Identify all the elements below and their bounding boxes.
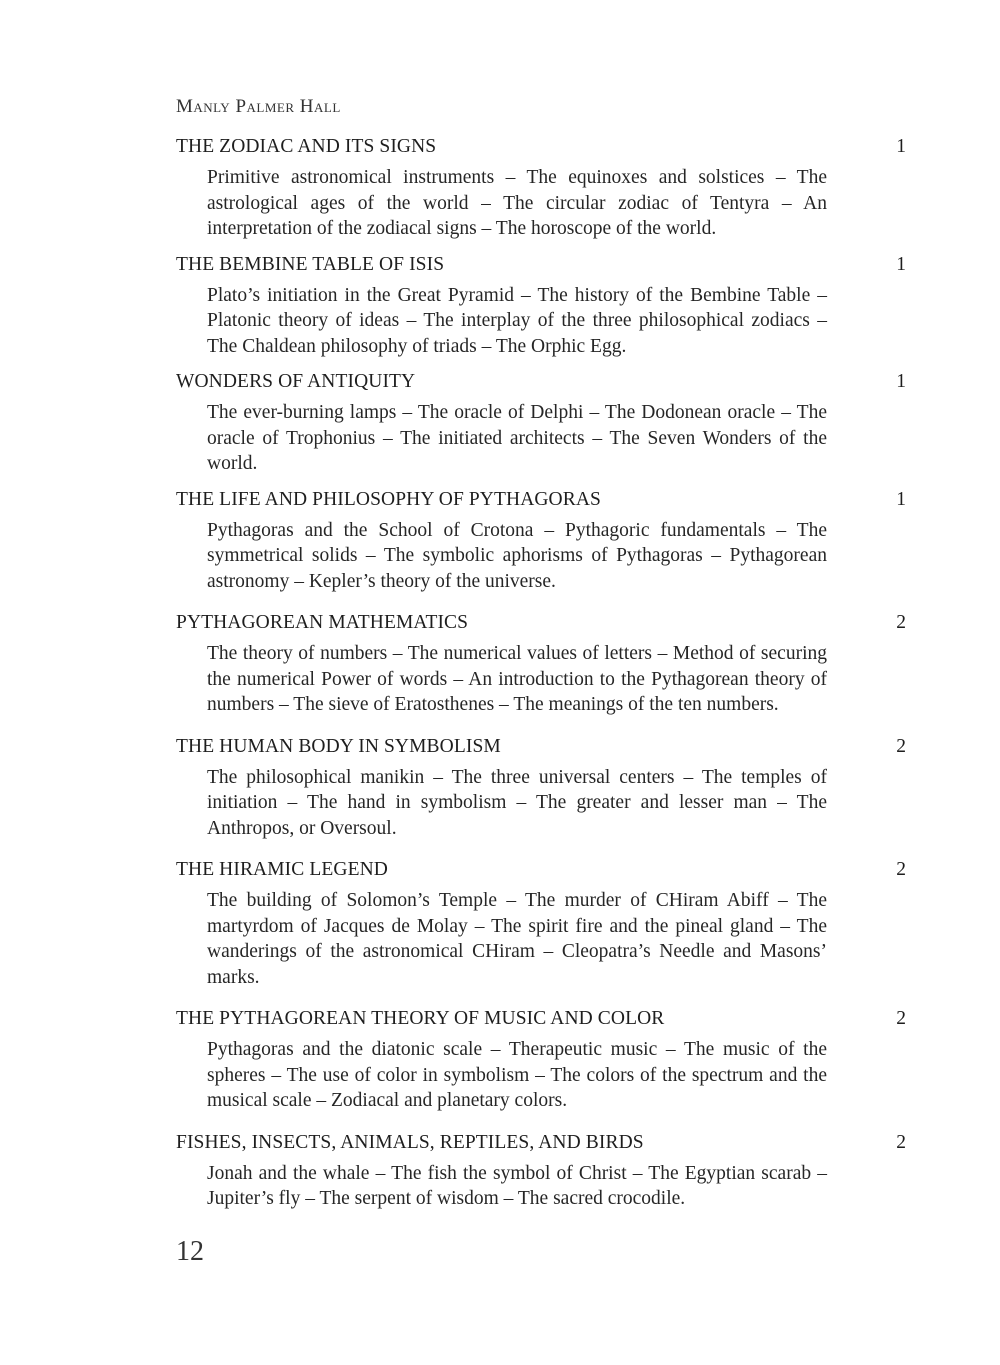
toc-entry-head xyxy=(176,856,906,884)
toc-entry-head xyxy=(176,1005,906,1033)
toc-entry xyxy=(176,251,906,360)
toc-entry-head xyxy=(176,1129,906,1157)
toc-entry-page-number: 1 xyxy=(896,371,906,392)
toc-entry xyxy=(176,368,906,477)
toc-entry xyxy=(176,856,906,990)
toc-entry-page-number: 1 xyxy=(896,136,906,157)
toc-entry-title: THE PYTHAGOREAN THEORY OF MUSIC AND COLOR xyxy=(176,1008,665,1029)
toc-entry-description: The philosophical manikin – The three universal centers – The temples of initiation – The hand in symbolism – The greater and lesser man – The Anthropos, or Oversoul. xyxy=(207,766,827,839)
toc-entry-head xyxy=(176,733,906,761)
toc-entry-page-number: 2 xyxy=(896,612,906,633)
toc-entry-head xyxy=(176,486,906,514)
toc-entry-title: FISHES, INSECTS, ANIMALS, REPTILES, AND BIRDS xyxy=(176,1131,644,1153)
toc-entry-description: Pythagoras and the diatonic scale – Therapeutic music – The music of the spheres – The use of color in symbolism – The colors of the spectrum and the musical scale – Zodiacal and planetary colors. xyxy=(207,1039,827,1111)
toc-entry-page-number: 2 xyxy=(896,735,906,757)
toc-entry-page-number: 1 xyxy=(896,253,906,275)
toc-entry-head xyxy=(176,609,906,637)
toc-entry-head xyxy=(176,251,906,279)
toc-entry-head xyxy=(176,368,906,396)
toc-entry-description: Primitive astronomical instruments – The equinoxes and solstices – The astrological ages of the world – The circular zodiac of Tentyra – An interpretation of the zodiacal signs – The horoscope of the world. xyxy=(207,167,827,239)
toc-entry xyxy=(176,733,906,842)
toc-entry xyxy=(176,1129,906,1212)
toc-entry-page-number: 1 xyxy=(896,488,906,510)
toc-entry-head xyxy=(176,133,906,161)
toc-entry-description: The ever-burning lamps – The oracle of Delphi – The Dodonean oracle – The oracle of Trophonius – The initiated architects – The Seven Wonders of the world. xyxy=(207,402,827,474)
toc-entry-title: THE HIRAMIC LEGEND xyxy=(176,859,388,880)
running-head: Manly Palmer Hall xyxy=(176,96,341,117)
toc-entry-title: THE LIFE AND PHILOSOPHY OF PYTHAGORAS xyxy=(176,488,601,510)
toc-entry-description: The building of Solomon’s Temple – The murder of CHiram Abiff – The martyrdom of Jacques de Molay – The spirit fire and the pineal gland – The wanderings of the astronomical CHiram – Cleopatra’s Needle and Masons’ marks. xyxy=(207,890,827,988)
toc-entry-page-number: 2 xyxy=(896,859,906,880)
toc-entry-title: PYTHAGOREAN MATHEMATICS xyxy=(176,612,469,633)
page-number: 12 xyxy=(176,1236,204,1267)
toc-entry-title: WONDERS OF ANTIQUITY xyxy=(176,371,416,392)
toc-entry xyxy=(176,609,906,718)
toc-entry xyxy=(176,486,906,595)
toc-entry-page-number: 2 xyxy=(896,1131,906,1153)
toc-entry-description: Jonah and the whale – The fish the symbol of Christ – The Egyptian scarab – Jupiter’s fly – The serpent of wisdom – The sacred crocodile. xyxy=(207,1162,827,1209)
toc-entry-page-number: 2 xyxy=(896,1008,906,1029)
toc-entry-title: THE BEMBINE TABLE OF ISIS xyxy=(176,253,445,275)
toc-entry-description: Plato’s initiation in the Great Pyramid – The history of the Bembine Table – Platonic theory of ideas – The interplay of the three philosophical zodiacs – The Chaldean philosophy of triads – The Orphic Egg. xyxy=(207,284,827,357)
toc-entry-title: THE ZODIAC AND ITS SIGNS xyxy=(176,136,437,157)
toc-entry-title: THE HUMAN BODY IN SYMBOLISM xyxy=(176,735,501,757)
table-of-contents xyxy=(176,133,906,1212)
toc-entry xyxy=(176,133,906,242)
toc-entry-description: The theory of numbers – The numerical values of letters – Method of securing the numerical Power of words – An introduction to the Pythagorean theory of numbers – The sieve of Eratosthenes – The meanings of the ten numbers. xyxy=(207,643,827,715)
toc-entry xyxy=(176,1005,906,1114)
toc-entry-description: Pythagoras and the School of Crotona – Pythagoric fundamentals – The symmetrical solids – The symbolic aphorisms of Pythagoras – Pythagorean astronomy – Kepler’s theory of the universe. xyxy=(207,519,827,592)
